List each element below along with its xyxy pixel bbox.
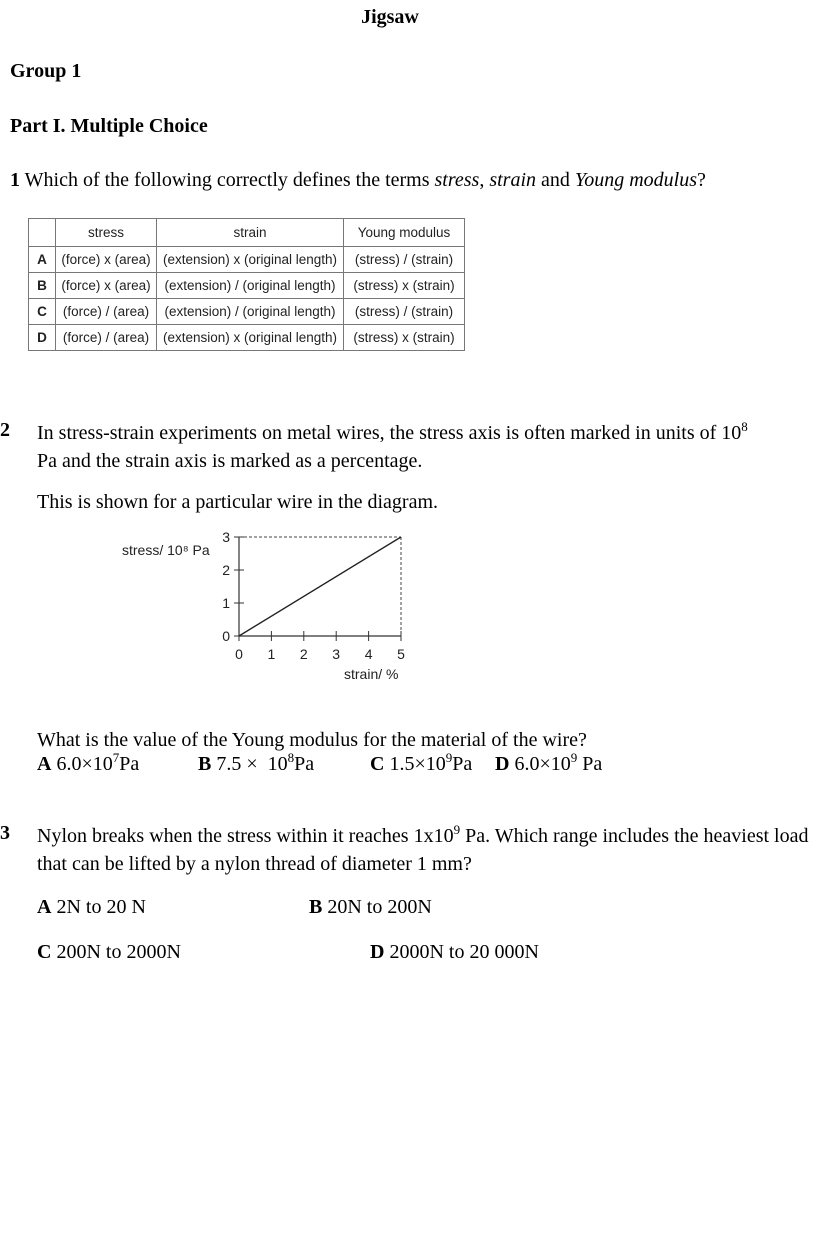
table-cell: (extension) / (original length)	[157, 299, 344, 325]
x-tick-label: 4	[364, 646, 373, 662]
exponent: 9	[445, 750, 453, 765]
option-text: 20N to 200N	[322, 896, 432, 918]
option-d	[370, 941, 539, 964]
y-tick-label: 2	[222, 562, 230, 578]
option-letter: A	[37, 753, 52, 775]
table-cell: (force) / (area)	[56, 325, 157, 351]
option-text: 2000N to 20 000N	[384, 941, 539, 963]
table-header-row	[29, 219, 465, 247]
page-title: Jigsaw	[361, 6, 419, 28]
series	[239, 537, 401, 636]
option-letter: A	[29, 247, 56, 273]
question-number: 3	[0, 822, 10, 844]
question-text: Pa. Which range includes the heaviest load that can be lifted by a nylon thread of diameter 1 mm?	[37, 825, 809, 875]
header-stress: stress	[56, 219, 157, 247]
option-letter: B	[198, 753, 212, 775]
question-text: In stress-strain experiments on metal wires, the stress axis is often marked in units of 10	[37, 422, 742, 444]
y-tick-label: 0	[222, 628, 230, 644]
x-tick-label: 1	[267, 646, 276, 662]
option-c	[370, 750, 473, 776]
option-text: 2N to 20 N	[51, 896, 146, 918]
option-letter: C	[37, 941, 52, 963]
question-3-text	[37, 822, 812, 878]
table-cell: (force) x (area)	[56, 247, 157, 273]
question-2-prompt: What is the value of the Young modulus for the material of the wire?	[37, 729, 587, 751]
diagram-intro: This is shown for a particular wire in the diagram.	[37, 491, 438, 513]
option-text: 200N to 2000N	[51, 941, 181, 963]
question-number: 2	[0, 419, 10, 441]
question-text: Nylon breaks when the stress within it reaches 1x10	[37, 825, 454, 847]
exponent: 8	[741, 419, 748, 434]
option-c	[37, 941, 181, 964]
question-number: 1	[10, 169, 20, 191]
table-cell: (stress) x (strain)	[344, 273, 465, 299]
option-letter: B	[309, 896, 323, 918]
option-letter: C	[370, 753, 385, 775]
x-tick-label: 2	[299, 646, 308, 662]
series-line	[239, 537, 401, 636]
y-tick-label: 3	[222, 529, 230, 545]
option-a	[37, 896, 146, 919]
table-cell: (force) x (area)	[56, 273, 157, 299]
table-cell: (force) / (area)	[56, 299, 157, 325]
table-cell: (stress) x (strain)	[344, 325, 465, 351]
option-letter: C	[29, 299, 56, 325]
header-strain: strain	[157, 219, 344, 247]
option-value: 1.5×10	[384, 753, 446, 775]
x-tick-label: 0	[235, 646, 243, 662]
exponent: 9	[453, 822, 461, 837]
table-row	[29, 299, 465, 325]
option-letter: D	[370, 941, 385, 963]
question-1	[10, 169, 706, 192]
option-value: 7.5 × 10	[211, 753, 288, 775]
option-unit: Pa	[119, 753, 140, 775]
option-b	[309, 896, 432, 919]
option-unit: Pa	[577, 753, 603, 775]
y-axis-label: stress/ 10⁸ Pa	[122, 542, 210, 558]
option-value: 6.0×10	[509, 753, 571, 775]
stress-strain-graph	[110, 522, 420, 687]
separator: ,	[479, 169, 490, 191]
x-tick-label: 3	[332, 646, 341, 662]
group-heading: Group 1	[10, 60, 82, 82]
option-a	[37, 750, 140, 776]
table-cell: (extension) x (original length)	[157, 247, 344, 273]
ticks	[222, 529, 405, 662]
option-unit: Pa	[452, 753, 473, 775]
separator: and	[536, 169, 575, 191]
exponent: 8	[287, 750, 295, 765]
option-value: 6.0×10	[51, 753, 113, 775]
table-row	[29, 325, 465, 351]
option-letter: D	[495, 753, 510, 775]
term-young-modulus: Young modulus	[574, 169, 697, 191]
term-stress: stress	[434, 169, 480, 191]
x-axis-label: strain/ %	[344, 666, 399, 682]
question-2-text	[37, 419, 797, 475]
x-tick-label: 5	[397, 646, 405, 662]
option-b	[198, 750, 315, 776]
table-row	[29, 273, 465, 299]
header-corner	[29, 219, 56, 247]
header-young-modulus: Young modulus	[344, 219, 465, 247]
term-strain: strain	[489, 169, 537, 191]
option-unit: Pa	[294, 753, 315, 775]
exponent: 7	[112, 750, 120, 765]
exponent: 9	[570, 750, 578, 765]
question-mark: ?	[697, 169, 706, 191]
option-letter: D	[29, 325, 56, 351]
part-heading: Part I. Multiple Choice	[10, 115, 208, 137]
y-tick-label: 1	[222, 595, 230, 611]
table-cell: (extension) x (original length)	[157, 325, 344, 351]
table-cell: (stress) / (strain)	[344, 247, 465, 273]
table-cell: (stress) / (strain)	[344, 299, 465, 325]
definitions-table	[28, 218, 465, 351]
question-text: Pa and the strain axis is marked as a percentage.	[37, 450, 423, 472]
option-d	[495, 750, 603, 776]
table-row	[29, 247, 465, 273]
question-text: Which of the following correctly defines the terms	[24, 169, 435, 191]
table-cell: (extension) / (original length)	[157, 273, 344, 299]
option-letter: B	[29, 273, 56, 299]
option-letter: A	[37, 896, 52, 918]
